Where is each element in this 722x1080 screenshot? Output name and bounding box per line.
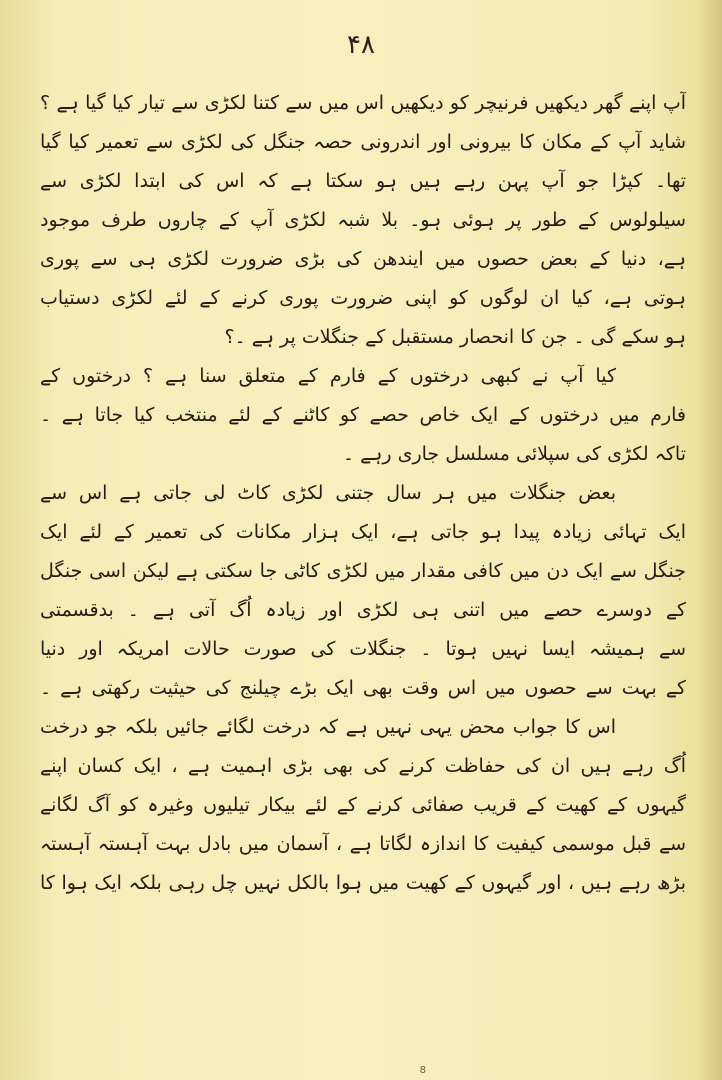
text-line: کے دوسرے حصے میں اتنی ہی لکڑی اور زیادہ اُگ آتی ہے ۔ بدقسمتی: [40, 599, 686, 621]
text-line: آپ اپنے گھر دیکھیں فرنیچر کو دیکھیں اس میں سے کتنا لکڑی سے تیار کیا گیا ہے ؟: [40, 92, 686, 114]
text-line: ہو سکے گی ۔ جن کا انحصار مستقبل کے جنگلات پر ہے ۔؟: [224, 326, 686, 348]
text-line: سے قبل موسمی کیفیت کا اندازہ لگاتا ہے ، آسمان میں بادل بہت آہستہ آہستہ: [40, 833, 686, 855]
page-number: ۴۸: [347, 30, 375, 60]
text-line: شاید آپ کے مکان کا بیرونی اور اندرونی حصہ جنگل کی لکڑی سے تعمیر کیا گیا: [40, 131, 686, 153]
text-line: ایک تہائی زیادہ پیدا ہو جاتی ہے، ایک ہزار مکانات کی تعمیر کے لئے ایک: [40, 521, 686, 543]
text-line: سے ہمیشہ ایسا نہیں ہوتا ۔ جنگلات کی صورت حالات امریکہ اور دنیا: [40, 638, 686, 660]
body-text: [40, 84, 686, 903]
page-edge-shadow: [700, 0, 722, 1080]
text-line: بڑھ رہے ہیں ، اور گیہوں کے کھیت میں ہوا بالکل نہیں چل رہی بلکہ ایک ہوا کا: [40, 872, 686, 894]
paragraph-first-line: اس کا جواب محض یہی نہیں ہے کہ درخت لگائے جائیں بلکہ جو درخت: [40, 716, 616, 738]
text-line: فارم میں درختوں کے ایک خاص حصے کو کاٹنے کے لئے منتخب کیا جاتا ہے ۔: [40, 404, 686, 426]
text-line: گیہوں کے کھیت کے قریب صفائی کرنے کے لئے بیکار تیلیوں وغیرہ کو آگ لگانے: [40, 794, 686, 816]
text-line: کے بہت سے حصوں میں اس وقت بھی ایک بڑے چیلنج کی حیثیت رکھتی ہے ۔: [40, 677, 686, 699]
paragraph-first-line: کیا آپ نے کبھی درختوں کے فارم کے متعلق سنا ہے ؟ درختوں کے: [40, 365, 616, 387]
text-line: تھا۔ کپڑا جو آپ پہن رہے ہیں ہو سکتا ہے کہ اس کی ابتدا لکڑی سے: [40, 170, 686, 192]
text-line: اُگ رہے ہیں ان کی حفاظت کرنے کی بھی بڑی اہمیت ہے ، ایک کسان اپنے: [40, 755, 686, 777]
text-line: ہوتی ہے، کیا ان لوگوں کو اپنی ضرورت پوری کرنے کے لئے لکڑی دستیاب: [40, 287, 686, 309]
text-line: سیلولوس کے طور پر ہوئی ہو۔ بلا شبہ لکڑی آپ کے چاروں طرف موجود: [40, 209, 686, 231]
text-line: جنگل سے ایک دن میں کافی مقدار میں لکڑی کاٹی جا سکتی ہے لیکن اسی جنگل: [40, 560, 686, 582]
text-line: تاکہ لکڑی کی سپلائی مسلسل جاری رہے ۔: [342, 443, 686, 465]
text-line: ہے، دنیا کے بعض حصوں میں ایندھن کی بڑی ضرورت لکڑی ہی سے پوری: [40, 248, 686, 270]
paragraph-first-line: بعض جنگلات میں ہر سال جتنی لکڑی کاٹ لی جاتی ہے اس سے: [40, 482, 616, 504]
footer-mark: 8: [419, 1065, 426, 1076]
